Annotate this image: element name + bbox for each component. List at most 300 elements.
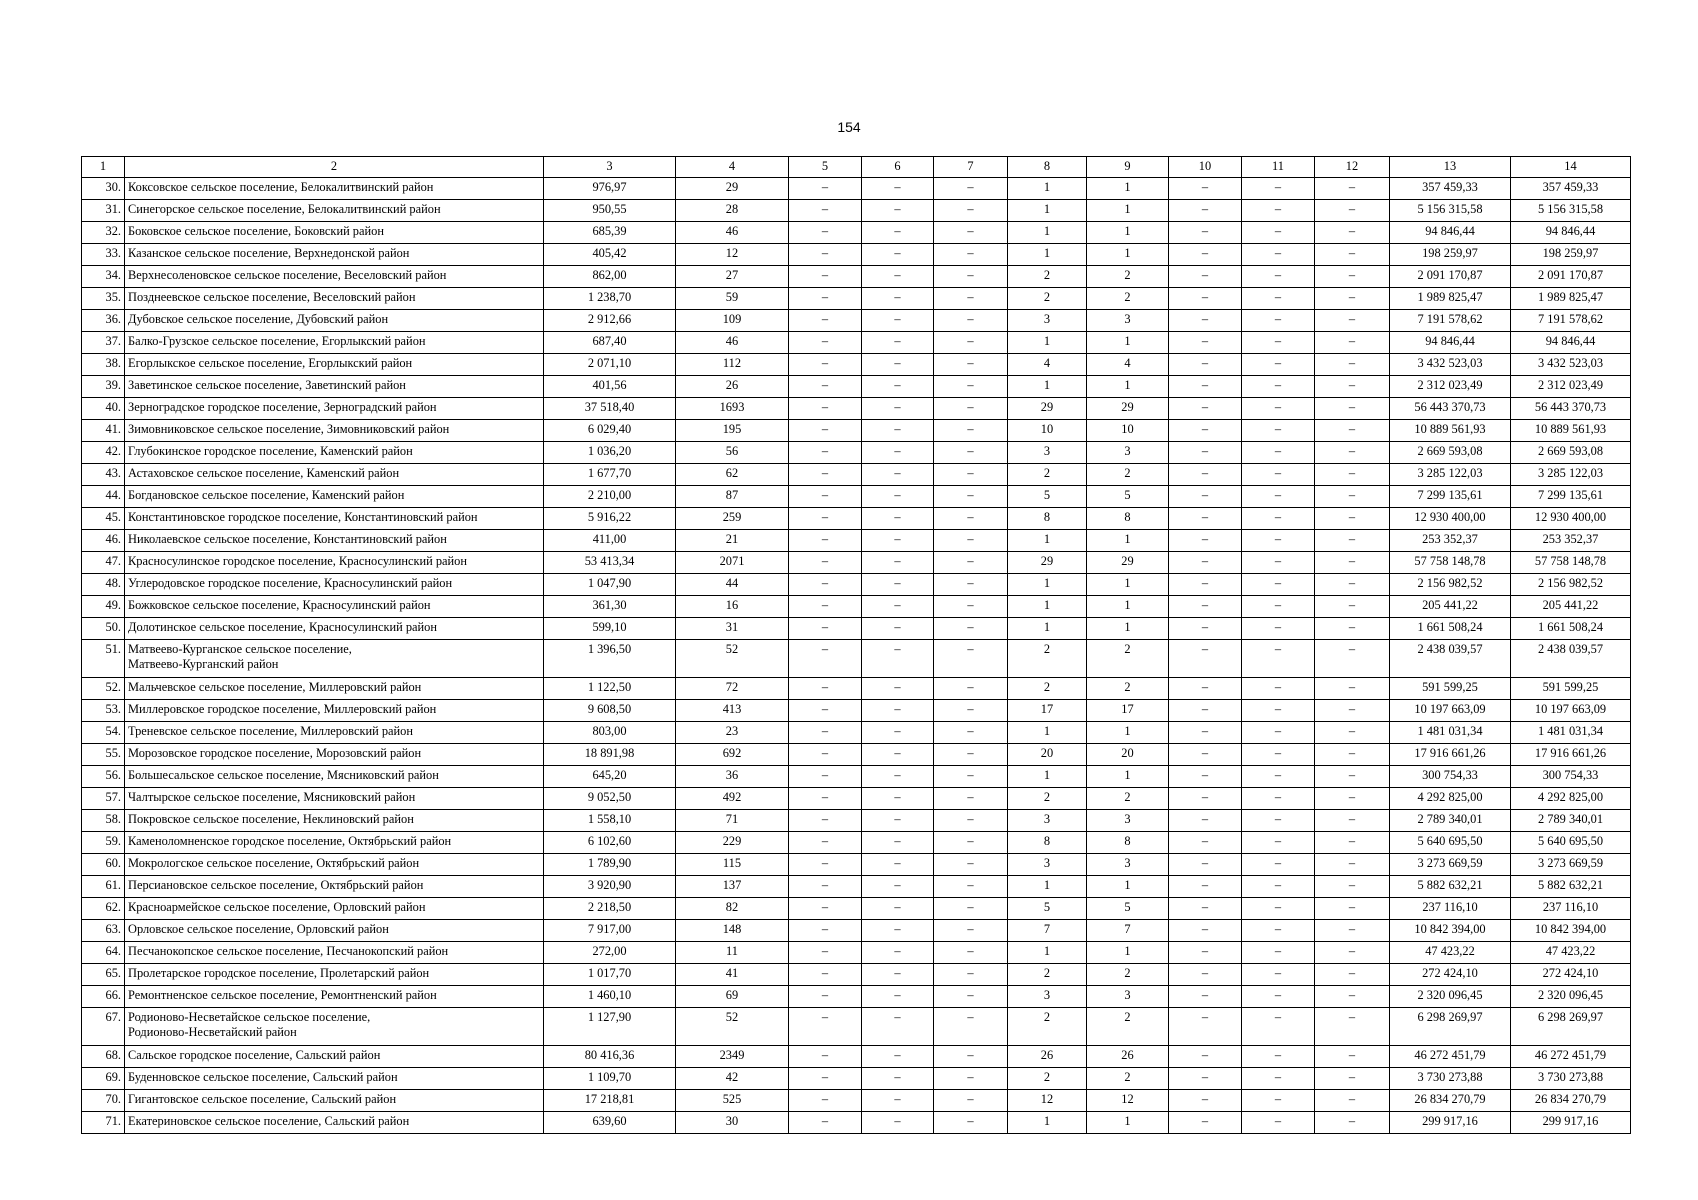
value-cell-col4: 46: [676, 332, 789, 354]
row-number-cell: 36.: [82, 310, 125, 332]
value-cell-col12: –: [1315, 222, 1390, 244]
value-cell-col10: –: [1169, 640, 1242, 678]
value-cell-col7: –: [934, 574, 1008, 596]
value-cell-col14: 6 298 269,97: [1511, 1008, 1631, 1046]
value-cell-col8: 1: [1008, 1112, 1087, 1134]
column-number-14: 14: [1511, 157, 1631, 178]
value-cell-col9: 29: [1087, 398, 1169, 420]
value-cell-col5: –: [789, 766, 862, 788]
value-cell-col7: –: [934, 876, 1008, 898]
value-cell-col6: –: [862, 876, 934, 898]
value-cell-col5: –: [789, 552, 862, 574]
row-number-cell: 60.: [82, 854, 125, 876]
value-cell-col4: 1693: [676, 398, 789, 420]
value-cell-col13: 4 292 825,00: [1390, 788, 1511, 810]
value-cell-col4: 492: [676, 788, 789, 810]
value-cell-col7: –: [934, 288, 1008, 310]
value-cell-col12: –: [1315, 810, 1390, 832]
value-cell-col7: –: [934, 310, 1008, 332]
value-cell-col4: 195: [676, 420, 789, 442]
value-cell-col6: –: [862, 376, 934, 398]
value-cell-col5: –: [789, 376, 862, 398]
table-row: [82, 766, 1631, 788]
value-cell-col3: 3 920,90: [544, 876, 676, 898]
value-cell-col13: 5 156 315,58: [1390, 200, 1511, 222]
value-cell-col3: 803,00: [544, 722, 676, 744]
value-cell-col3: 1 460,10: [544, 986, 676, 1008]
value-cell-col11: –: [1242, 1008, 1315, 1046]
row-number-cell: 58.: [82, 810, 125, 832]
value-cell-col12: –: [1315, 288, 1390, 310]
settlement-name-cell: [125, 442, 544, 464]
value-cell-col3: 1 789,90: [544, 854, 676, 876]
value-cell-col8: 7: [1008, 920, 1087, 942]
settlement-name: Николаевское сельское поселение, Константиновский район: [128, 532, 447, 546]
value-cell-col13: 3 285 122,03: [1390, 464, 1511, 486]
value-cell-col6: –: [862, 964, 934, 986]
settlement-name: Константиновское городское поселение, Константиновский район: [128, 510, 478, 524]
table-row: [82, 942, 1631, 964]
settlement-name-cell: [125, 332, 544, 354]
row-number-cell: 34.: [82, 266, 125, 288]
value-cell-col6: –: [862, 486, 934, 508]
value-cell-col8: 3: [1008, 310, 1087, 332]
value-cell-col5: –: [789, 486, 862, 508]
value-cell-col4: 21: [676, 530, 789, 552]
value-cell-col12: –: [1315, 1090, 1390, 1112]
value-cell-col10: –: [1169, 376, 1242, 398]
value-cell-col4: 112: [676, 354, 789, 376]
column-number-2: 2: [125, 157, 544, 178]
value-cell-col9: 2: [1087, 640, 1169, 678]
settlement-name-cell: [125, 744, 544, 766]
settlement-name-cell: [125, 618, 544, 640]
value-cell-col4: 27: [676, 266, 789, 288]
value-cell-col12: –: [1315, 464, 1390, 486]
value-cell-col6: –: [862, 1068, 934, 1090]
value-cell-col9: 12: [1087, 1090, 1169, 1112]
settlement-name: Миллеровское городское поселение, Миллеровский район: [128, 702, 437, 716]
value-cell-col8: 2: [1008, 964, 1087, 986]
value-cell-col9: 1: [1087, 244, 1169, 266]
value-cell-col6: –: [862, 1046, 934, 1068]
value-cell-col4: 69: [676, 986, 789, 1008]
value-cell-col11: –: [1242, 552, 1315, 574]
value-cell-col6: –: [862, 810, 934, 832]
value-cell-col10: –: [1169, 1008, 1242, 1046]
value-cell-col11: –: [1242, 376, 1315, 398]
value-cell-col12: –: [1315, 876, 1390, 898]
settlement-name-cell: [125, 266, 544, 288]
value-cell-col14: 12 930 400,00: [1511, 508, 1631, 530]
value-cell-col7: –: [934, 508, 1008, 530]
value-cell-col4: 87: [676, 486, 789, 508]
value-cell-col8: 1: [1008, 530, 1087, 552]
table-row: [82, 200, 1631, 222]
value-cell-col13: 5 640 695,50: [1390, 832, 1511, 854]
value-cell-col7: –: [934, 1068, 1008, 1090]
value-cell-col12: –: [1315, 788, 1390, 810]
value-cell-col9: 8: [1087, 832, 1169, 854]
table-row: [82, 376, 1631, 398]
table-row: [82, 1090, 1631, 1112]
value-cell-col8: 2: [1008, 678, 1087, 700]
value-cell-col9: 1: [1087, 942, 1169, 964]
value-cell-col12: –: [1315, 398, 1390, 420]
value-cell-col14: 272 424,10: [1511, 964, 1631, 986]
value-cell-col9: 1: [1087, 376, 1169, 398]
table-row: [82, 420, 1631, 442]
value-cell-col3: 405,42: [544, 244, 676, 266]
value-cell-col14: 253 352,37: [1511, 530, 1631, 552]
value-cell-col6: –: [862, 1112, 934, 1134]
settlement-name-cell: [125, 354, 544, 376]
row-number-cell: 59.: [82, 832, 125, 854]
value-cell-col9: 1: [1087, 1112, 1169, 1134]
value-cell-col10: –: [1169, 766, 1242, 788]
row-number-cell: 37.: [82, 332, 125, 354]
value-cell-col10: –: [1169, 464, 1242, 486]
value-cell-col6: –: [862, 508, 934, 530]
value-cell-col10: –: [1169, 1090, 1242, 1112]
settlement-name: Коксовское сельское поселение, Белокалитвинский район: [128, 180, 434, 194]
value-cell-col4: 26: [676, 376, 789, 398]
value-cell-col4: 259: [676, 508, 789, 530]
value-cell-col3: 6 102,60: [544, 832, 676, 854]
value-cell-col9: 3: [1087, 810, 1169, 832]
value-cell-col10: –: [1169, 1068, 1242, 1090]
table-row: [82, 876, 1631, 898]
value-cell-col3: 401,56: [544, 376, 676, 398]
column-number-1: 1: [82, 157, 125, 178]
value-cell-col9: 3: [1087, 854, 1169, 876]
value-cell-col11: –: [1242, 1068, 1315, 1090]
value-cell-col3: 1 677,70: [544, 464, 676, 486]
value-cell-col6: –: [862, 464, 934, 486]
value-cell-col8: 29: [1008, 398, 1087, 420]
value-cell-col11: –: [1242, 310, 1315, 332]
settlement-name: Заветинское сельское поселение, Заветинский район: [128, 378, 406, 392]
value-cell-col7: –: [934, 986, 1008, 1008]
value-cell-col6: –: [862, 898, 934, 920]
value-cell-col13: 3 432 523,03: [1390, 354, 1511, 376]
value-cell-col9: 2: [1087, 788, 1169, 810]
value-cell-col6: –: [862, 744, 934, 766]
value-cell-col6: –: [862, 398, 934, 420]
value-cell-col12: –: [1315, 530, 1390, 552]
value-cell-col9: 8: [1087, 508, 1169, 530]
value-cell-col4: 28: [676, 200, 789, 222]
value-cell-col11: –: [1242, 508, 1315, 530]
value-cell-col14: 2 438 039,57: [1511, 640, 1631, 678]
value-cell-col6: –: [862, 178, 934, 200]
value-cell-col7: –: [934, 354, 1008, 376]
value-cell-col5: –: [789, 1112, 862, 1134]
value-cell-col11: –: [1242, 942, 1315, 964]
value-cell-col9: 3: [1087, 442, 1169, 464]
row-number-cell: 65.: [82, 964, 125, 986]
settlement-name-cell: [125, 942, 544, 964]
value-cell-col6: –: [862, 574, 934, 596]
value-cell-col14: 1 989 825,47: [1511, 288, 1631, 310]
value-cell-col14: 2 156 982,52: [1511, 574, 1631, 596]
settlement-name: Дубовское сельское поселение, Дубовский район: [128, 312, 389, 326]
value-cell-col6: –: [862, 1008, 934, 1046]
value-cell-col14: 2 669 593,08: [1511, 442, 1631, 464]
value-cell-col3: 639,60: [544, 1112, 676, 1134]
value-cell-col9: 1: [1087, 222, 1169, 244]
value-cell-col8: 20: [1008, 744, 1087, 766]
value-cell-col3: 685,39: [544, 222, 676, 244]
value-cell-col10: –: [1169, 200, 1242, 222]
value-cell-col8: 4: [1008, 354, 1087, 376]
table-row: [82, 574, 1631, 596]
value-cell-col9: 2: [1087, 464, 1169, 486]
value-cell-col7: –: [934, 420, 1008, 442]
value-cell-col9: 3: [1087, 310, 1169, 332]
settlement-name-cell: [125, 700, 544, 722]
value-cell-col13: 2 091 170,87: [1390, 266, 1511, 288]
value-cell-col12: –: [1315, 552, 1390, 574]
settlement-name-cell: [125, 640, 544, 678]
value-cell-col8: 2: [1008, 640, 1087, 678]
settlement-name: Мокрологское сельское поселение, Октябрьский район: [128, 856, 420, 870]
value-cell-col3: 2 210,00: [544, 486, 676, 508]
value-cell-col13: 7 191 578,62: [1390, 310, 1511, 332]
settlement-name-cell: [125, 222, 544, 244]
settlement-name-cell: [125, 398, 544, 420]
value-cell-col5: –: [789, 178, 862, 200]
value-cell-col11: –: [1242, 700, 1315, 722]
value-cell-col10: –: [1169, 876, 1242, 898]
settlement-name-cell: [125, 596, 544, 618]
value-cell-col14: 5 640 695,50: [1511, 832, 1631, 854]
value-cell-col4: 30: [676, 1112, 789, 1134]
table-row: [82, 810, 1631, 832]
column-number-4: 4: [676, 157, 789, 178]
value-cell-col3: 361,30: [544, 596, 676, 618]
value-cell-col9: 1: [1087, 876, 1169, 898]
value-cell-col7: –: [934, 640, 1008, 678]
settlement-name: Буденновское сельское поселение, Сальский район: [128, 1070, 398, 1084]
value-cell-col4: 115: [676, 854, 789, 876]
value-cell-col4: 16: [676, 596, 789, 618]
value-cell-col10: –: [1169, 964, 1242, 986]
settlement-name-cell: [125, 574, 544, 596]
value-cell-col6: –: [862, 288, 934, 310]
table-row: [82, 700, 1631, 722]
row-number-cell: 69.: [82, 1068, 125, 1090]
settlement-name: Треневское сельское поселение, Миллеровский район: [128, 724, 413, 738]
value-cell-col11: –: [1242, 200, 1315, 222]
value-cell-col4: 59: [676, 288, 789, 310]
value-cell-col14: 3 285 122,03: [1511, 464, 1631, 486]
table-row: [82, 1068, 1631, 1090]
table-row: [82, 1046, 1631, 1068]
row-number-cell: 67.: [82, 1008, 125, 1046]
value-cell-col9: 10: [1087, 420, 1169, 442]
table-row: [82, 678, 1631, 700]
row-number-cell: 35.: [82, 288, 125, 310]
value-cell-col13: 6 298 269,97: [1390, 1008, 1511, 1046]
row-number-cell: 66.: [82, 986, 125, 1008]
value-cell-col5: –: [789, 332, 862, 354]
row-number-cell: 57.: [82, 788, 125, 810]
page-number: 154: [837, 119, 861, 135]
value-cell-col9: 4: [1087, 354, 1169, 376]
settlement-name: Орловское сельское поселение, Орловский район: [128, 922, 389, 936]
value-cell-col14: 5 156 315,58: [1511, 200, 1631, 222]
settlement-name-cell: [125, 244, 544, 266]
value-cell-col6: –: [862, 788, 934, 810]
table-row: [82, 266, 1631, 288]
value-cell-col5: –: [789, 244, 862, 266]
settlement-name: Пролетарское городское поселение, Пролетарский район: [128, 966, 430, 980]
value-cell-col3: 862,00: [544, 266, 676, 288]
value-cell-col3: 411,00: [544, 530, 676, 552]
value-cell-col8: 1: [1008, 244, 1087, 266]
value-cell-col9: 7: [1087, 920, 1169, 942]
value-cell-col6: –: [862, 266, 934, 288]
value-cell-col14: 2 312 023,49: [1511, 376, 1631, 398]
value-cell-col7: –: [934, 920, 1008, 942]
value-cell-col9: 26: [1087, 1046, 1169, 1068]
value-cell-col7: –: [934, 722, 1008, 744]
value-cell-col8: 1: [1008, 376, 1087, 398]
value-cell-col5: –: [789, 964, 862, 986]
value-cell-col14: 56 443 370,73: [1511, 398, 1631, 420]
value-cell-col10: –: [1169, 486, 1242, 508]
value-cell-col5: –: [789, 854, 862, 876]
table-row: [82, 832, 1631, 854]
table-row: [82, 596, 1631, 618]
value-cell-col11: –: [1242, 596, 1315, 618]
value-cell-col7: –: [934, 744, 1008, 766]
value-cell-col13: 198 259,97: [1390, 244, 1511, 266]
value-cell-col5: –: [789, 1068, 862, 1090]
value-cell-col12: –: [1315, 244, 1390, 266]
value-cell-col11: –: [1242, 178, 1315, 200]
row-number-cell: 50.: [82, 618, 125, 640]
column-number-6: 6: [862, 157, 934, 178]
value-cell-col12: –: [1315, 332, 1390, 354]
value-cell-col11: –: [1242, 332, 1315, 354]
settlement-name: Родионово-Несветайское сельское поселение,: [128, 1010, 371, 1024]
value-cell-col8: 2: [1008, 788, 1087, 810]
row-number-cell: 68.: [82, 1046, 125, 1068]
value-cell-col12: –: [1315, 640, 1390, 678]
table-row: [82, 508, 1631, 530]
value-cell-col10: –: [1169, 920, 1242, 942]
table-row: [82, 964, 1631, 986]
value-cell-col8: 1: [1008, 876, 1087, 898]
value-cell-col9: 5: [1087, 486, 1169, 508]
column-number-11: 11: [1242, 157, 1315, 178]
value-cell-col12: –: [1315, 920, 1390, 942]
value-cell-col14: 299 917,16: [1511, 1112, 1631, 1134]
row-number-cell: 53.: [82, 700, 125, 722]
value-cell-col4: 46: [676, 222, 789, 244]
settlement-name: Богдановское сельское поселение, Каменский район: [128, 488, 405, 502]
value-cell-col5: –: [789, 200, 862, 222]
value-cell-col4: 23: [676, 722, 789, 744]
value-cell-col7: –: [934, 332, 1008, 354]
settlement-name: Боковское сельское поселение, Боковский район: [128, 224, 384, 238]
row-number-cell: 41.: [82, 420, 125, 442]
settlement-name-cell: [125, 788, 544, 810]
value-cell-col8: 2: [1008, 1008, 1087, 1046]
settlement-name-cell: [125, 486, 544, 508]
value-cell-col3: 1 036,20: [544, 442, 676, 464]
value-cell-col5: –: [789, 986, 862, 1008]
value-cell-col11: –: [1242, 832, 1315, 854]
value-cell-col4: 36: [676, 766, 789, 788]
value-cell-col7: –: [934, 596, 1008, 618]
value-cell-col10: –: [1169, 744, 1242, 766]
value-cell-col6: –: [862, 200, 934, 222]
value-cell-col5: –: [789, 942, 862, 964]
value-cell-col9: 17: [1087, 700, 1169, 722]
value-cell-col5: –: [789, 898, 862, 920]
value-cell-col14: 2 789 340,01: [1511, 810, 1631, 832]
value-cell-col14: 7 191 578,62: [1511, 310, 1631, 332]
settlement-district: Матвеево-Курганский район: [128, 657, 279, 671]
table-row: [82, 442, 1631, 464]
value-cell-col7: –: [934, 788, 1008, 810]
table-row: [82, 530, 1631, 552]
value-cell-col3: 53 413,34: [544, 552, 676, 574]
value-cell-col12: –: [1315, 722, 1390, 744]
value-cell-col10: –: [1169, 986, 1242, 1008]
value-cell-col3: 9 608,50: [544, 700, 676, 722]
settlement-name-cell: [125, 1008, 544, 1046]
value-cell-col7: –: [934, 1008, 1008, 1046]
value-cell-col4: 42: [676, 1068, 789, 1090]
value-cell-col3: 950,55: [544, 200, 676, 222]
value-cell-col14: 26 834 270,79: [1511, 1090, 1631, 1112]
value-cell-col12: –: [1315, 832, 1390, 854]
value-cell-col3: 2 218,50: [544, 898, 676, 920]
table-row: [82, 244, 1631, 266]
value-cell-col8: 1: [1008, 574, 1087, 596]
row-number-cell: 71.: [82, 1112, 125, 1134]
value-cell-col11: –: [1242, 766, 1315, 788]
table-row: [82, 486, 1631, 508]
value-cell-col7: –: [934, 678, 1008, 700]
value-cell-col14: 1 481 031,34: [1511, 722, 1631, 744]
row-number-cell: 33.: [82, 244, 125, 266]
value-cell-col10: –: [1169, 678, 1242, 700]
value-cell-col11: –: [1242, 288, 1315, 310]
value-cell-col10: –: [1169, 942, 1242, 964]
value-cell-col6: –: [862, 332, 934, 354]
value-cell-col3: 9 052,50: [544, 788, 676, 810]
value-cell-col9: 2: [1087, 678, 1169, 700]
value-cell-col12: –: [1315, 1112, 1390, 1134]
value-cell-col12: –: [1315, 964, 1390, 986]
value-cell-col13: 2 156 982,52: [1390, 574, 1511, 596]
value-cell-col3: 37 518,40: [544, 398, 676, 420]
value-cell-col11: –: [1242, 810, 1315, 832]
value-cell-col12: –: [1315, 266, 1390, 288]
value-cell-col13: 56 443 370,73: [1390, 398, 1511, 420]
value-cell-col5: –: [789, 744, 862, 766]
value-cell-col7: –: [934, 1112, 1008, 1134]
settlement-name: Красноармейское сельское поселение, Орловский район: [128, 900, 426, 914]
value-cell-col5: –: [789, 876, 862, 898]
value-cell-col6: –: [862, 222, 934, 244]
settlement-name: Сальское городское поселение, Сальский район: [128, 1048, 381, 1062]
